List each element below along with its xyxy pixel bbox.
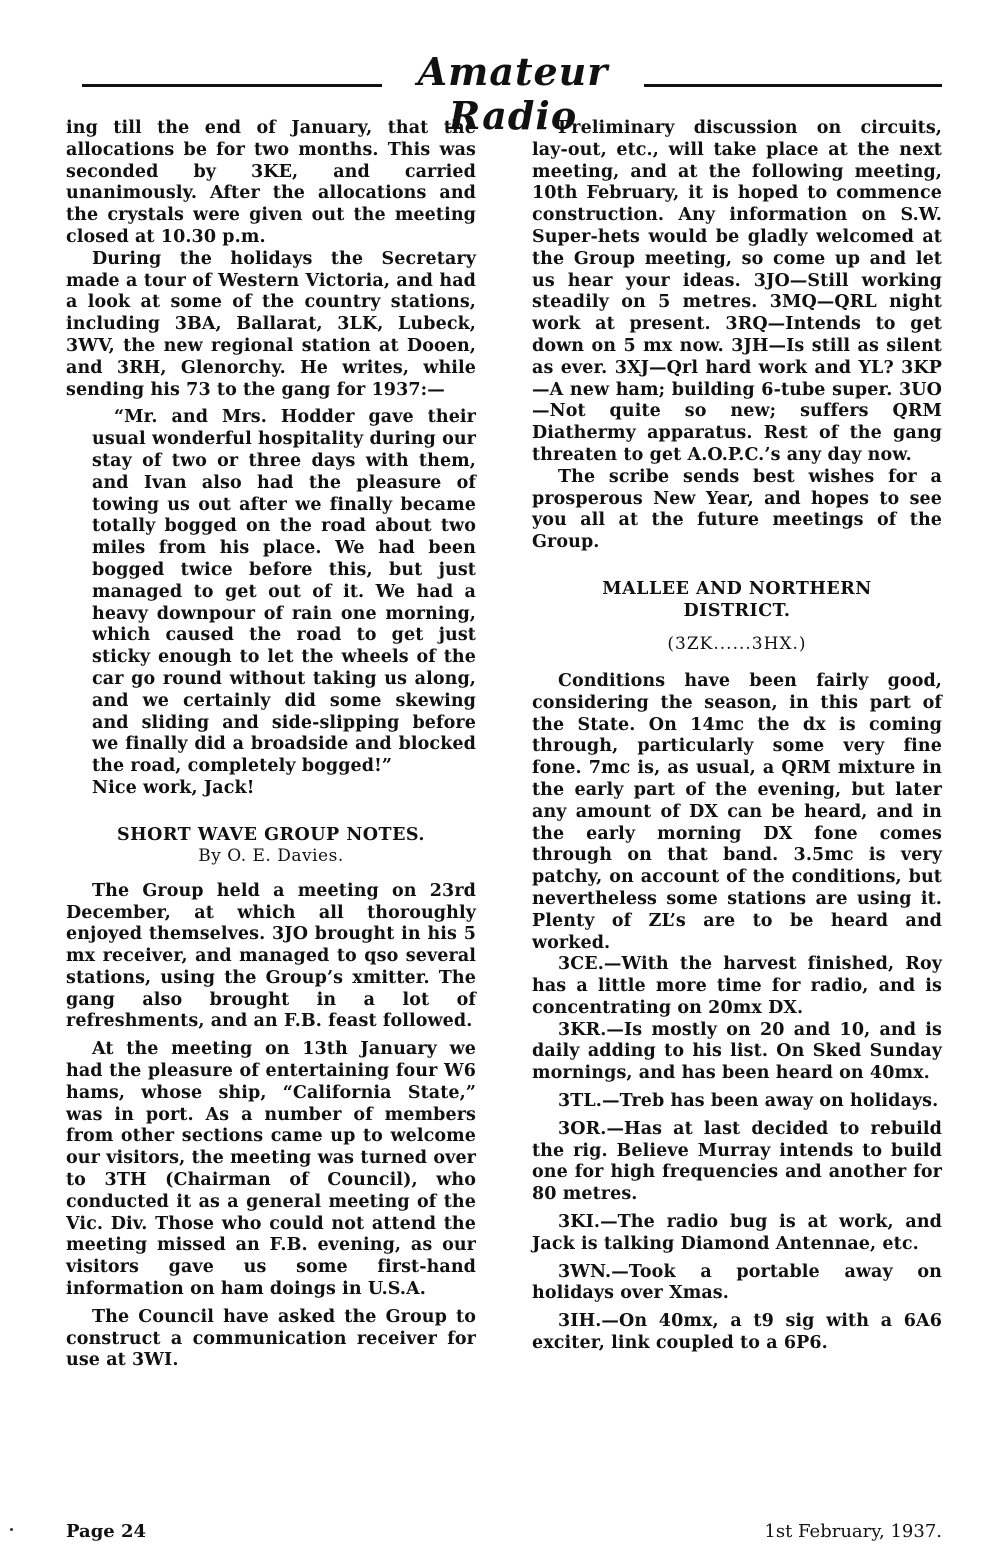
paragraph: Conditions have been fairly good, considering the season, in this part of the State. On 14mc the dx is coming through, particularly some very fine fone. 7mc is, as usual, a QRM mixture in the early part of the evening, but later any amount of DX can be heard, and in the early morning DX fone comes through on that band. 3.5mc is very patchy, on account of the conditions, but nevertheless some stations are using it. Plenty of ZL’s are to be heard and worked.: [532, 670, 942, 953]
paragraph: ing till the end of January, that the allocations be for two months. This was seconded by 3KE, and carried unanimously. After the allocations and the crystals were given out the meeting closed at 10.30 p.m.: [66, 118, 476, 247]
paragraph: During the holidays the Secretary made a tour of Western Victoria, and had a look at some of the country stations, including 3BA, Ballarat, 3LK, Lubeck, 3WV, the new regional station at Dooen, and 3RH, Glenorchy. He writes, while sending his 73 to the gang for 1937:—: [66, 248, 476, 400]
masthead-rule-left: [82, 84, 382, 87]
section-heading-line2: DISTRICT.: [683, 600, 791, 621]
left-column: [66, 118, 476, 1372]
paragraph: 3OR.—Has at last decided to rebuild the rig. Believe Murray intends to build one for high frequencies and another for 80 metres.: [532, 1118, 942, 1205]
right-column: [532, 118, 942, 1355]
paragraph: At the meeting on 13th January we had the pleasure of entertaining four W6 hams, whose ship, “California State,” was in port. As a number of members from other sections came up to welcome our visitors, the meeting was turned over to 3TH (Chairman of Council), who conducted it as a general meeting of the Vic. Div. Those who could not attend the meeting missed an F.B. evening, as our visitors gave us some first-hand information on ham doings in U.S.A.: [66, 1039, 476, 1300]
section-heading: SHORT WAVE GROUP NOTES.: [116, 824, 426, 845]
section-heading: MALLEE AND NORTHERN: [602, 578, 872, 599]
paragraph: 3KI.—The radio bug is at work, and Jack is talking Diamond Antennae, etc.: [532, 1212, 942, 1254]
section-subheading: (3ZK......3HX.): [667, 633, 807, 654]
masthead-rule-right: [644, 84, 942, 87]
paragraph: 3CE.—With the harvest finished, Roy has a little more time for radio, and is concentrating on 20mx DX.: [532, 954, 942, 1018]
section-byline: By O. E. Davies.: [198, 845, 344, 866]
paragraph: 3IH.—On 40mx, a t9 sig with a 6A6 exciter, link coupled to a 6P6.: [532, 1311, 942, 1354]
quote-closing: Nice work, Jack!: [92, 777, 255, 798]
masthead-title: Amateur Radio: [417, 49, 609, 138]
quoted-letter: “Mr. and Mrs. Hodder gave their usual wonderful hospitality during our stay of two or three days with them, and Ivan also had the pleasure of towing us out after we finally became totally bogged on the road about two miles from his place. We had been bogged twice before this, but just managed to get out of it. We had a heavy downpour of rain one morning, which caused the road to get just sticky enough to let the wheels of the car go round without taking us along, and we certainly did some skewing and sliding and side-slipping before we finally did a broadside and blocked the road, completely bogged!”: [92, 407, 476, 777]
paragraph: 3TL.—Treb has been away on holidays.: [558, 1091, 939, 1112]
page-number: Page 24: [66, 1521, 147, 1542]
paragraph: The Group held a meeting on 23rd December, at which all thoroughly enjoyed themselves. 3JO brought in his 5 mx receiver, and managed to qso several stations, using the Group’s xmitter. The gang also brought in a lot of refreshments, and an F.B. feast followed.: [66, 880, 476, 1032]
masthead: [82, 48, 942, 138]
paragraph: The Council have asked the Group to construct a communication receiver for use at 3WI.: [66, 1306, 476, 1371]
paragraph: The scribe sends best wishes for a prosperous New Year, and hopes to see you all at the future meetings of the Group.: [532, 466, 942, 553]
paragraph: 3WN.—Took a portable away on holidays over Xmas.: [532, 1261, 942, 1304]
paragraph: Preliminary discussion on circuits, lay-out, etc., will take place at the next meeting, and at the following meeting, 10th February, it is hoped to commence construction. Any information on S.W. Super-hets would be gladly welcomed at the Group meeting, so come up and let us hear your ideas. 3JO—Still working steadily on 5 metres. 3MQ—QRL night work at present. 3RQ—Intends to get down on 5 mx now. 3JH—Is still as silent as ever. 3XJ—Qrl hard work and YL? 3KP—A new ham; building 6-tube super. 3UO—Not quite so new; suffers QRM Diathermy apparatus. Rest of the gang threaten to get A.O.P.C.’s any day now.: [532, 118, 942, 465]
paragraph: 3KR.—Is mostly on 20 and 10, and is daily adding to his list. On Sked Sunday mornings, and has been heard on 40mx.: [532, 1019, 942, 1084]
issue-date: 1st February, 1937.: [764, 1521, 942, 1542]
print-speck: [10, 1528, 13, 1531]
